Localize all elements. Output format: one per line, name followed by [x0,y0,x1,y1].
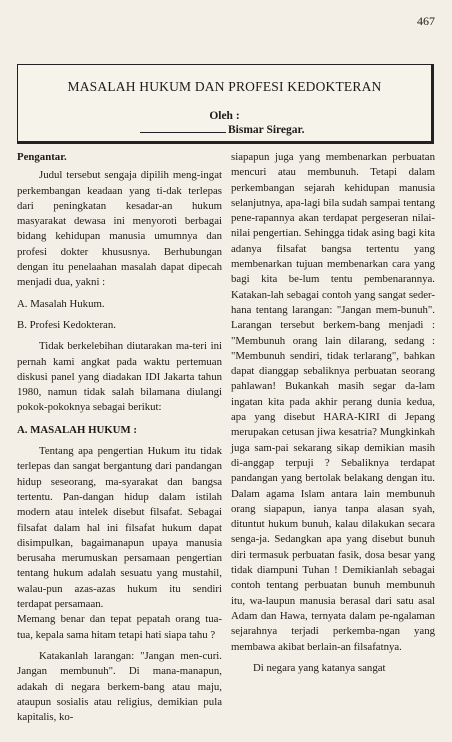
byline-label: Oleh : [209,110,240,122]
article-title: MASALAH HUKUM DAN PROFESI KEDOKTERAN [67,79,382,94]
prohibition-paragraph: Katakanlah larangan: "Jangan men-curi. Jangan membunuh". Di mana-manapun, adakah di negara berkem-bang atau maju, ataupun sosialis atau religius, demikian pula kapitalis, ko- [17,649,222,724]
left-column [17,150,222,725]
list-item-b: B. Profesi Kedokteran. [17,318,116,331]
closing-fragment: Di negara yang katanya sangat [253,661,386,674]
list-item-a: A. Masalah Hukum. [17,297,105,310]
section-a-paragraph: Tentang apa pengertian Hukum itu tidak terlepas dan sangat bergantung dari pandangan hidup seseorang, ma-syarakat dan bangsa tertentu. Pan-dangan hidup dalam istilah modern atau intelek disebut filsafat. Sebagai filsafat dalam hal ini filsafat hukum dapat disimpulkan, bagaimanapun upaya manusia berusaha merumuskan persamaan pengertian tentang hukum adalah sesuatu yang mustahil, walau-pun azas-azas hukum itu sendiri terdapat persamaan. [17,445,222,611]
intro-heading: Pengantar. [17,151,67,163]
author-rule [140,132,226,133]
continuation-paragraph: siapapun juga yang membenarkan perbuatan mencuri atau membunuh. Tetapi dalam perkembangan sejarah kehidupan manusia selanjutnya, apa-lagi bila sudah sampai tentang pene-rapannya akan terdapat pergeseran nilai-nilai pengertian. Sehingga tidak asing bagi kita adanya filsafat bangsa tertentu yang membenarkan tujuan membenarkan cara yang bagi kita be-lum tentu pembenarannya. Katakan-lah sebagai contoh yang sangat seder-hana tentang larangan: "Jangan mem-bunuh". Larangan tersebut berkem-bang menjadi : "Membunuh orang lain dilarang, sedang : "Membunuh sendiri, tidak terlarang", bahkan dapat dianggap sebaliknya perbuatan seorang pahlawan! Bukankah masih segar da-lam ingatan kita pada akhir perang dunia kedua, apa yang disebut HARA-KIRI di Jepang merupakan cetusan jiwa kesatria? Mungkinkah juga sam-pai sekarang sikap demikian masih di-anggap terpuji ? Sebaliknya terdapat pandangan yang bertolak belakang dengan itu. Dalam agama Islam antara lain membunuh orang siapapun, ianya tanpa alasan syah, dituntut hukum bunuh, kalau dilakukan secara senga-ja. Sedangkan apa yang disebut bunuh diri termasuk perbuatan fasik, dosa besar yang tidak diampuni Tuhan ! Demikianlah sebagai contoh tentang perbuatan bunuh membunuh itu, wa-laupun manusia berasal dari satu asal Adam dan Hawa, ternyata dalam pe-ngalaman sejarahnya terjadi perkemba-ngan yang membawa akibat berlain-an filsafatnya. [231,151,435,653]
page-number: 467 [417,14,435,28]
context-paragraph: Tidak berkelebihan diutarakan ma-teri ini pernah kami angkat pada waktu pertemuan diskusi panel yang diadakan IDI Jakarta tahun 1980, namun tidak salah bilamana diulangi pokok-pokoknya sebagai berikut: [17,340,222,414]
article-title-box [17,64,434,144]
author-name: Bismar Siregar. [228,124,305,136]
section-a-heading: A. MASALAH HUKUM : [17,423,137,436]
proverb-paragraph: Memang benar dan tepat pepatah orang tua-tua, kepala sama hitam tetapi hati siapa tahu ? [17,613,222,641]
intro-paragraph: Judul tersebut sengaja dipilih meng-ingat perkembangan keadaan yang ti-dak terlepas dari peningkatan kesadar-an hukum masyarakat dewasa ini menyoroti berbagai bidang kehidupan manusia umumnya dan profesi dokter khususnya. Berhubungan dengan itu penelaahan masalah dapat dipecah menjadi dua, yakni : [17,169,222,289]
right-column [231,150,435,676]
